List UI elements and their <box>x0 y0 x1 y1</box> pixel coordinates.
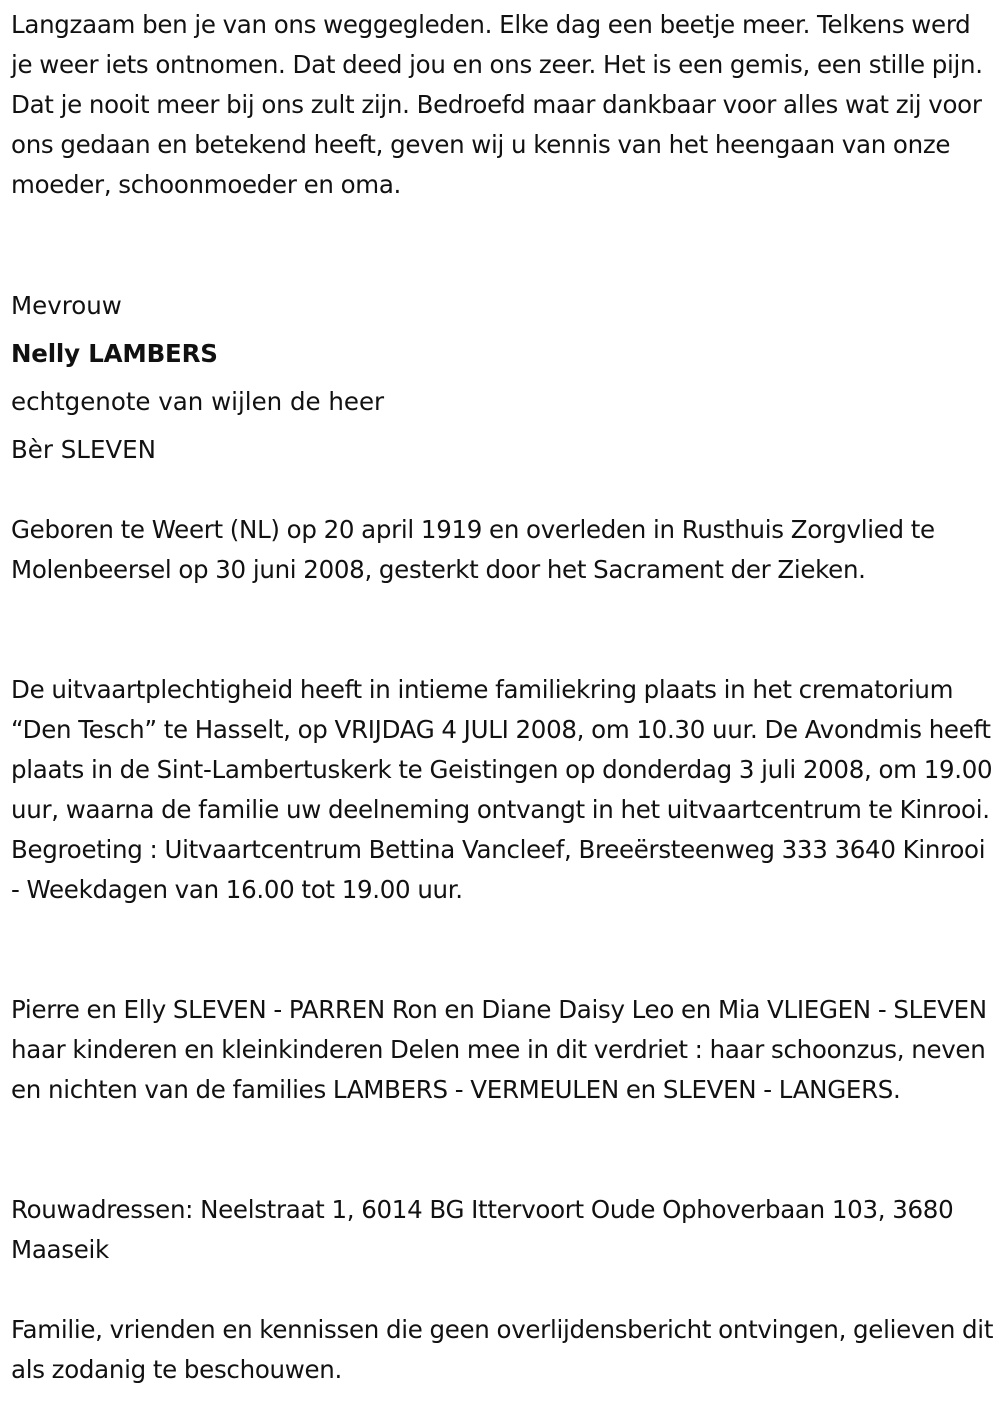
closing-paragraph: Familie, vrienden en kennissen die geen overlijdensbericht ontvingen, gelieven dit als zodanig te beschouwen. <box>11 1315 994 1384</box>
deceased-name: Nelly LAMBERS <box>11 339 218 368</box>
intro-paragraph: Langzaam ben je van ons weggegleden. Elke dag een beetje meer. Telkens werd je weer iets ontnomen. Dat deed jou en ons zeer. Het is een gemis, een stille pijn. Dat je nooit meer bij ons zult zijn. Bedroefd maar dankbaar voor alles wat zij voor ons gedaan en betekend heeft, geven wij u kennis van het heengaan van onze moeder, schoonmoeder en oma. <box>11 10 983 199</box>
spouse-name: Bèr SLEVEN <box>11 435 156 464</box>
relation-text: echtgenote van wijlen de heer <box>11 387 385 416</box>
birth-death-paragraph: Geboren te Weert (NL) op 20 april 1919 en overleden in Rusthuis Zorgvlied te Molenbeersel op 30 juni 2008, gesterkt door het Sacrament der Zieken. <box>11 515 935 584</box>
salutation: Mevrouw <box>11 291 122 320</box>
ceremony-paragraph: De uitvaartplechtigheid heeft in intieme familiekring plaats in het crematorium “Den Tesch” te Hasselt, op VRIJDAG 4 JULI 2008, om 10.30 uur. De Avondmis heeft plaats in de Sint-Lambertuskerk te Geistingen op donderdag 3 juli 2008, om 19.00 uur, waarna de familie uw deelneming ontvangt in het uitvaartcentrum te Kinrooi. Begroeting : Uitvaartcentrum Bettina Vancleef, Breeërsteenweg 333 3640 Kinrooi - Weekdagen van 16.00 tot 19.00 uur. <box>11 675 993 904</box>
addresses-paragraph: Rouwadressen: Neelstraat 1, 6014 BG Ittervoort Oude Ophoverbaan 103, 3680 Maaseik <box>11 1195 954 1264</box>
family-paragraph: Pierre en Elly SLEVEN - PARREN Ron en Diane Daisy Leo en Mia VLIEGEN - SLEVEN haar kinderen en kleinkinderen Delen mee in dit verdriet : haar schoonzus, neven en nichten van de families LAMBERS - VERMEULEN en SLEVEN - LANGERS. <box>11 995 987 1104</box>
